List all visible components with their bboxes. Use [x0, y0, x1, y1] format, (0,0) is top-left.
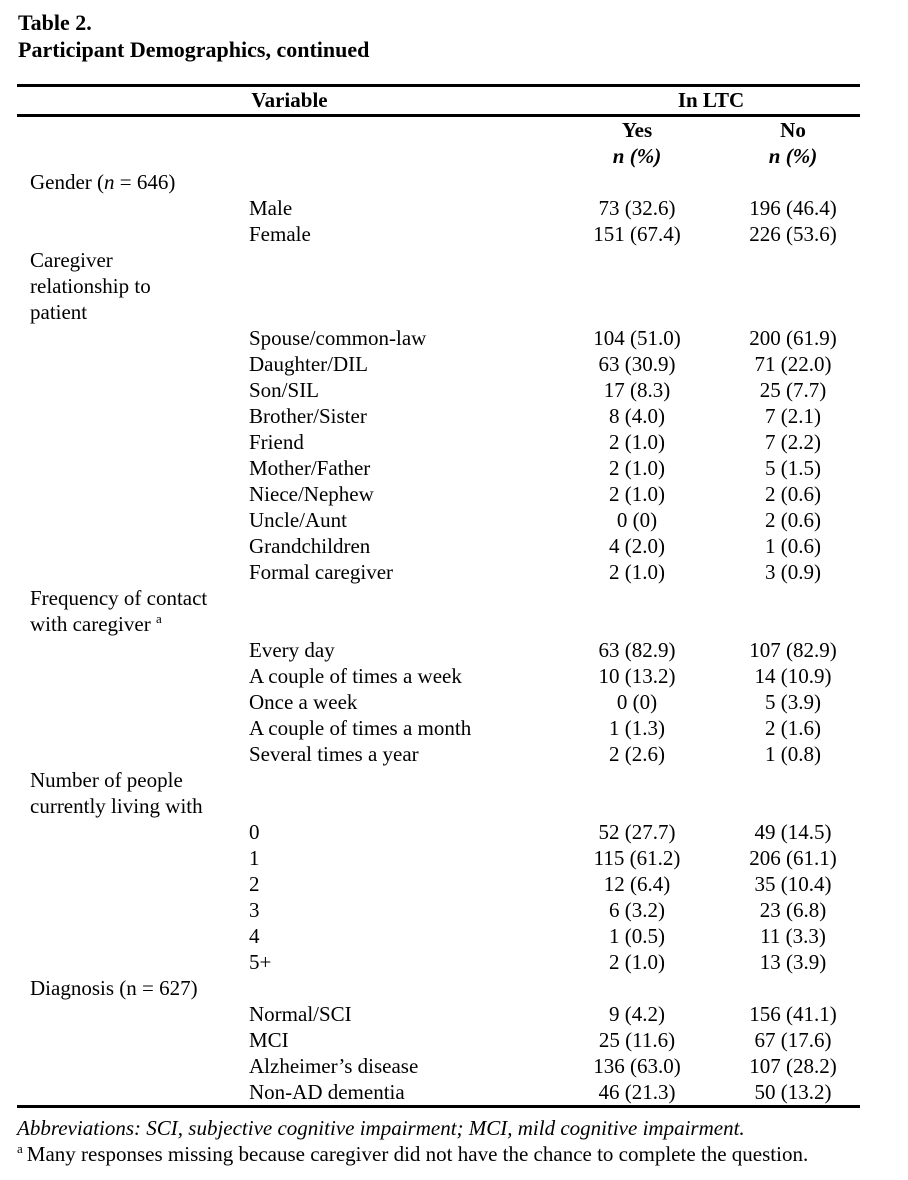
- footnote-abbreviations: Abbreviations: SCI, subjective cognitive impairment; MCI, mild cognitive impairment.: [17, 1116, 745, 1140]
- table-row: [17, 637, 860, 663]
- spacer-cell: [17, 1053, 249, 1079]
- row-label: Several times a year: [249, 742, 419, 766]
- spacer-cell: [249, 117, 562, 143]
- spacer-cell: [562, 247, 712, 273]
- value-yes: 73 (32.6): [598, 196, 676, 220]
- value-yes: 12 (6.4): [603, 872, 671, 896]
- table-row: [17, 767, 860, 793]
- table-row: [17, 897, 860, 923]
- spacer-cell: [17, 689, 249, 715]
- table-row: [17, 195, 860, 221]
- column-header-yes: Yes: [621, 118, 653, 142]
- spacer-cell: [562, 793, 712, 819]
- value-no: 2 (1.6): [765, 716, 821, 740]
- value-no: 3 (0.9): [765, 560, 821, 584]
- group-label-text: Number of people: [30, 768, 183, 792]
- spacer-cell: [712, 975, 860, 1001]
- row-label: MCI: [249, 1028, 289, 1052]
- table-row: [17, 351, 860, 377]
- demographics-table: [17, 84, 860, 1108]
- table-row: [17, 845, 860, 871]
- row-label: Male: [249, 196, 293, 220]
- value-no: 107 (82.9): [749, 638, 837, 662]
- value-no: 196 (46.4): [749, 196, 837, 220]
- table-row: [17, 273, 860, 299]
- value-no: 5 (1.5): [765, 456, 821, 480]
- value-yes: 136 (63.0): [593, 1054, 681, 1078]
- spacer-cell: [249, 975, 562, 1001]
- table-row: [17, 1001, 860, 1027]
- spacer-cell: [17, 637, 249, 663]
- spacer-cell: [17, 715, 249, 741]
- table-row: [17, 377, 860, 403]
- table-bottom-rule: [17, 1105, 860, 1108]
- spacer-cell: [17, 377, 249, 403]
- group-label: [17, 793, 249, 819]
- table-row: [17, 689, 860, 715]
- column-header-variable: Variable: [251, 88, 328, 112]
- spacer-cell: [562, 975, 712, 1001]
- spacer-cell: [17, 1079, 249, 1105]
- table-row: [17, 793, 860, 819]
- footnotes: [17, 1115, 908, 1167]
- table-row: [17, 1027, 860, 1053]
- spacer-cell: [712, 299, 860, 325]
- table-row: [17, 429, 860, 455]
- value-yes: 2 (1.0): [609, 482, 665, 506]
- value-no: 49 (14.5): [754, 820, 832, 844]
- row-label: Once a week: [249, 690, 358, 714]
- group-label-text: = 646): [114, 170, 176, 194]
- spacer-cell: [249, 611, 562, 637]
- value-yes: 2 (1.0): [609, 950, 665, 974]
- value-no: 200 (61.9): [749, 326, 837, 350]
- table-row: [17, 299, 860, 325]
- row-label: Spouse/common-law: [249, 326, 427, 350]
- value-yes: 9 (4.2): [609, 1002, 665, 1026]
- value-yes: 2 (2.6): [609, 742, 665, 766]
- table-npct-row: [17, 143, 860, 169]
- value-no: 156 (41.1): [749, 1002, 837, 1026]
- spacer-cell: [17, 351, 249, 377]
- footnote-a-marker: a: [17, 1141, 23, 1156]
- group-label-text: n: [104, 170, 115, 194]
- spacer-cell: [17, 559, 249, 585]
- table-row: [17, 455, 860, 481]
- group-label-text: Frequency of contact: [30, 586, 208, 610]
- table-row: [17, 1053, 860, 1079]
- spacer-cell: [17, 1027, 249, 1053]
- spacer-cell: [712, 585, 860, 611]
- spacer-cell: [17, 741, 249, 767]
- spacer-cell: [17, 507, 249, 533]
- row-label: Alzheimer’s disease: [249, 1054, 419, 1078]
- value-no: 14 (10.9): [754, 664, 832, 688]
- row-label: Niece/Nephew: [249, 482, 374, 506]
- spacer-cell: [249, 299, 562, 325]
- spacer-cell: [17, 195, 249, 221]
- spacer-cell: [712, 793, 860, 819]
- table-row: [17, 923, 860, 949]
- spacer-cell: [562, 767, 712, 793]
- spacer-cell: [562, 169, 712, 195]
- spacer-cell: [17, 143, 249, 169]
- group-label: [17, 767, 249, 793]
- spacer-cell: [249, 247, 562, 273]
- value-yes: 10 (13.2): [598, 664, 676, 688]
- spacer-cell: [249, 767, 562, 793]
- value-yes: 46 (21.3): [598, 1080, 676, 1104]
- table-row: [17, 715, 860, 741]
- table-row: [17, 663, 860, 689]
- value-yes: 2 (1.0): [609, 456, 665, 480]
- group-label-text: Gender (: [30, 170, 105, 194]
- value-yes: 2 (1.0): [609, 430, 665, 454]
- value-yes: 52 (27.7): [598, 820, 676, 844]
- table-row: [17, 507, 860, 533]
- n-percent-label-no: n (%): [768, 144, 818, 168]
- row-label: 2: [249, 872, 260, 896]
- spacer-cell: [562, 585, 712, 611]
- value-no: 11 (3.3): [760, 924, 826, 948]
- value-yes: 2 (1.0): [609, 560, 665, 584]
- value-yes: 0 (0): [616, 690, 658, 714]
- row-label: 1: [249, 846, 260, 870]
- row-label: Son/SIL: [249, 378, 320, 402]
- table-row: [17, 533, 860, 559]
- value-no: 1 (0.6): [765, 534, 821, 558]
- group-label: [17, 585, 249, 611]
- value-yes: 151 (67.4): [593, 222, 681, 246]
- table-row: [17, 585, 860, 611]
- table-row: [17, 325, 860, 351]
- spacer-cell: [249, 169, 562, 195]
- group-label-text: patient: [30, 300, 88, 324]
- table-row: [17, 169, 860, 195]
- value-yes: 104 (51.0): [593, 326, 681, 350]
- table-row: [17, 871, 860, 897]
- table-row: [17, 403, 860, 429]
- column-header-in-ltc: In LTC: [677, 88, 745, 112]
- value-no: 7 (2.1): [765, 404, 821, 428]
- table-number: Table 2.: [18, 10, 92, 35]
- spacer-cell: [17, 403, 249, 429]
- row-label: Daughter/DIL: [249, 352, 368, 376]
- row-label: 5+: [249, 950, 272, 974]
- spacer-cell: [17, 845, 249, 871]
- table-row: [17, 247, 860, 273]
- table-title-block: [18, 0, 908, 63]
- value-yes: 4 (2.0): [609, 534, 665, 558]
- spacer-cell: [17, 533, 249, 559]
- row-label: Uncle/Aunt: [249, 508, 347, 532]
- value-no: 206 (61.1): [749, 846, 837, 870]
- row-label: Mother/Father: [249, 456, 371, 480]
- row-label: Brother/Sister: [249, 404, 367, 428]
- value-no: 50 (13.2): [754, 1080, 832, 1104]
- value-yes: 115 (61.2): [593, 846, 681, 870]
- group-label-text: with caregiver: [30, 612, 156, 636]
- spacer-cell: [17, 923, 249, 949]
- spacer-cell: [17, 871, 249, 897]
- value-no: 23 (6.8): [759, 898, 827, 922]
- spacer-cell: [249, 793, 562, 819]
- group-label: [17, 611, 249, 637]
- row-label: Female: [249, 222, 311, 246]
- spacer-cell: [17, 819, 249, 845]
- value-no: 1 (0.8): [765, 742, 821, 766]
- value-no: 67 (17.6): [754, 1028, 832, 1052]
- value-no: 35 (10.4): [754, 872, 832, 896]
- group-label-text: Diagnosis (n = 627): [30, 976, 198, 1000]
- spacer-cell: [17, 481, 249, 507]
- table-header-row: [17, 87, 860, 114]
- value-no: 2 (0.6): [765, 482, 821, 506]
- spacer-cell: [249, 585, 562, 611]
- spacer-cell: [562, 299, 712, 325]
- spacer-cell: [17, 325, 249, 351]
- table-subheader-row: [17, 117, 860, 143]
- value-no: 71 (22.0): [754, 352, 832, 376]
- footnote-a: [17, 1141, 908, 1167]
- row-label: 3: [249, 898, 260, 922]
- group-label: [17, 247, 249, 273]
- row-label: A couple of times a week: [249, 664, 462, 688]
- spacer-cell: [712, 273, 860, 299]
- table-caption: Participant Demographics, continued: [18, 37, 370, 62]
- spacer-cell: [17, 1001, 249, 1027]
- table-row: [17, 819, 860, 845]
- group-label-text: currently living with: [30, 794, 203, 818]
- value-no: 7 (2.2): [765, 430, 821, 454]
- footnote-a-text: Many responses missing because caregiver did not have the chance to complete the question.: [26, 1142, 809, 1166]
- spacer-cell: [17, 429, 249, 455]
- value-yes: 17 (8.3): [603, 378, 671, 402]
- spacer-cell: [17, 117, 249, 143]
- spacer-cell: [712, 247, 860, 273]
- row-label: 0: [249, 820, 260, 844]
- footnote-marker: a: [155, 611, 162, 626]
- spacer-cell: [17, 949, 249, 975]
- spacer-cell: [249, 273, 562, 299]
- row-label: Non-AD dementia: [249, 1080, 405, 1104]
- row-label: Grandchildren: [249, 534, 371, 558]
- value-yes: 0 (0): [616, 508, 658, 532]
- group-label-text: Caregiver: [30, 248, 113, 272]
- table-row: [17, 949, 860, 975]
- spacer-cell: [712, 767, 860, 793]
- group-label: [17, 273, 249, 299]
- column-header-no: No: [780, 118, 806, 142]
- table-row: [17, 559, 860, 585]
- spacer-cell: [17, 455, 249, 481]
- row-label: A couple of times a month: [249, 716, 472, 740]
- group-label: [17, 975, 249, 1001]
- spacer-cell: [249, 143, 562, 169]
- n-percent-label-yes: n (%): [612, 144, 662, 168]
- group-label: [17, 299, 249, 325]
- spacer-cell: [712, 611, 860, 637]
- value-yes: 6 (3.2): [609, 898, 665, 922]
- value-no: 107 (28.2): [749, 1054, 837, 1078]
- spacer-cell: [17, 663, 249, 689]
- value-yes: 63 (30.9): [598, 352, 676, 376]
- group-label: [17, 169, 249, 195]
- row-label: 4: [249, 924, 260, 948]
- value-no: 226 (53.6): [749, 222, 837, 246]
- table-row: [17, 611, 860, 637]
- row-label: Friend: [249, 430, 304, 454]
- value-no: 13 (3.9): [759, 950, 827, 974]
- spacer-cell: [562, 611, 712, 637]
- value-yes: 1 (0.5): [609, 924, 665, 948]
- row-label: Normal/SCI: [249, 1002, 352, 1026]
- value-yes: 25 (11.6): [598, 1028, 676, 1052]
- value-yes: 63 (82.9): [598, 638, 676, 662]
- table-row: [17, 741, 860, 767]
- row-label: Formal caregiver: [249, 560, 394, 584]
- value-yes: 1 (1.3): [609, 716, 665, 740]
- spacer-cell: [17, 897, 249, 923]
- value-no: 2 (0.6): [765, 508, 821, 532]
- spacer-cell: [17, 221, 249, 247]
- row-label: Every day: [249, 638, 335, 662]
- table-row: [17, 975, 860, 1001]
- table-row: [17, 1079, 860, 1105]
- table-body: [17, 169, 860, 1105]
- value-no: 25 (7.7): [759, 378, 827, 402]
- table-row: [17, 481, 860, 507]
- group-label-text: relationship to: [30, 274, 151, 298]
- value-no: 5 (3.9): [765, 690, 821, 714]
- value-yes: 8 (4.0): [609, 404, 665, 428]
- spacer-cell: [712, 169, 860, 195]
- table-row: [17, 221, 860, 247]
- spacer-cell: [562, 273, 712, 299]
